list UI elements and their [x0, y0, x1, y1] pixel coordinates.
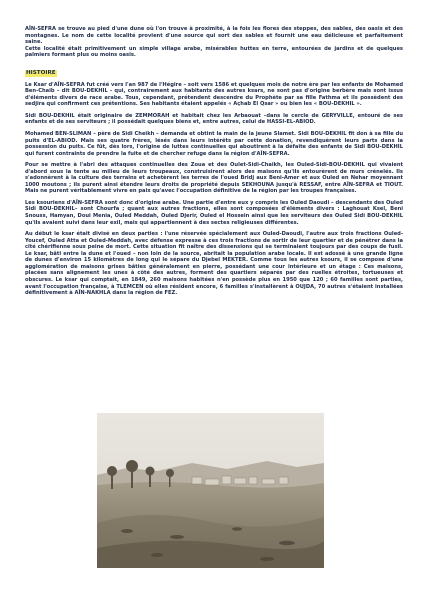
body-paragraph-6: Au début le ksar était divisé en deux parties : l'une réservée spécialement aux Ouled-Daoudi, l'autre aux trois fractions Ouled-Youcef, Ouled Atta et Ouled-Meddah, avec défense expresse à ces trois fractions de sortir de leur quartier et de pénétrer dans la cité chérifienne sous peine de mort. Cette situation fit naître des dissensions qui se terminaient toujours par des coups de fusil. Le ksar, bâti entre la dune et l'oued – non loin de la source, abritait la population arabe locale. Il est adossé à une grande ligne de dunes d'environ 15 kilomètres de long qui le sépare du Djebel MEKTER. Comme tous les autres ksours, il se compose d'une agglomération de maisons grises bâties généralement en pierre, possédant une cour intérieure et un étage : Ces maisons, placées sans alignement les unes à côté des autres, forment des quartiers séparés par des ruelles étroites, tortueuses et obscures. Le ksar qui comptait, en 1849, 260 maisons habitées n'en possède plus en 1950 que 120 ; 60 familles sont parties, avant l'occupation française, à TLEMCEN où elles résident encore, 6 familles s'installèrent à OUJDA, 70 autres s'étaient installées définitivement à AÏN-NAKHLA dans la région de FEZ. — [25, 231, 403, 297]
landscape-photo-icon — [97, 413, 324, 568]
intro-paragraph-2: Cette localité était primitivement un simple village arabe, misérables huttes en terre, entourées de jardins et de quelques palmiers formant plus ou moins oasis. — [25, 45, 403, 59]
body-paragraph-2: Sidi BOU-DEKHIL était originaire de ZEMMORAH et habitait chez les Arbaouat –dans le cercle de GERYVILLE, entouré de ses enfants et de ses serviteurs ; il possédait quelques biens et, entre autres, celui de HASSI-EL-ABIOD. — [25, 112, 403, 126]
body-paragraph-1: Le Ksar d'AÏN-SEFRA fut créé vers l'an 987 de l'Hégire – soit vers 1586 et quelques mois de notre ère par les enfants de Mohamed Ben-Chaib – dit BOU-DEKHIL - qui, contrairement aux habitants des autres ksars, ne sont pas d'origine berbère mais sont issus d'éléments divers de race arabe. Tous, cependant, prétendent descendre du Prophète par sa fille Fathma et ils possèdent des sedjira qui confirment ces prétentions. Ses habitants étaient appelés « Açhab El Qsar » ou bien les « BOU-DEKHIL ». — [25, 81, 403, 108]
document-page — [25, 26, 403, 297]
body-paragraph-4: Pour se mettre à l'abri des attaques continuelles des Zoua et des Oulet-Sidi-Chaikh, les Ouled-Sidi-BOU-DEKHIL qui vivaient d'abord sous la tente au milieu de leurs troupeaux, construisirent alors des maisons qu'ils entourèrent de murs crénelés. Ils s'adonnèrent à la culture des terrains et achetèrent les terres de l'oued Bridj aux Beni-Amer et aux Ouled en Nehar moyennant 1000 moutons ; ils purent ainsi étendre leurs droits de propriété depuis SEKHOUNA jusqu'à RESSAF, entre AÏN-SEFRA et TIOUT. Mais ne purent véritablement vivre en paix qu'avec l'occupation définitive de la région par les troupes françaises. — [25, 162, 403, 195]
ksar-landscape-photo — [97, 413, 324, 568]
body-paragraph-5: Les ksouriens d'AÏN-SEFRA sont donc d'origine arabe. Une partie d'entre eux y compris les Ouled Daoudi – descendants des Ouled Sidi BOU-DEKHIL– sont Chourfa ; quant aux autres fractions, elles sont composées d'éléments divers : Laghouat Ksel, Beni Snouss, Hamyan, Doui Menia, Ouled Meddah, Ouled Djerir, Ouled el Hossein ainsi que les serviteurs des Ouled Sidi BOU-DEKHIL qu'ils avaient suivi dans leur exil, mais qui appartiennent à des sectes religieuses différentes. — [25, 199, 403, 226]
section-heading: HISTOIRE — [26, 69, 56, 76]
intro-paragraph-1: AÏN-SEFRA se trouve au pied d'une dune où l'on trouve à proximité, à la fois les flores des steppes, des sables, des oasis et des montagnes. Le nom de cette localité provient d'une source qui sort des sables et fournit une eau délicieuse et parfaitement saine. — [25, 26, 403, 46]
body-paragraph-3: Mohamed BEN-SLIMAN – père de Sidi Cheikh – demanda et obtint la main de la jeune Slamet. Sidi BOU-DEKHIL fit don à sa fille du puits d'EL-ABIOD. Mais ses quatre frères, lésés dans leurs intérêts par cette donation, revendiquèrent leurs parts dans la possession du puits. Ce fût, dès lors, l'origine de luttes continuelles qui aboutirent à la défaite des enfants de Sidi BOU-DEKHIL qui furent contraints de prendre la fuite et de chercher refuge dans la région d'AÏN-SEFRA. — [25, 131, 403, 157]
